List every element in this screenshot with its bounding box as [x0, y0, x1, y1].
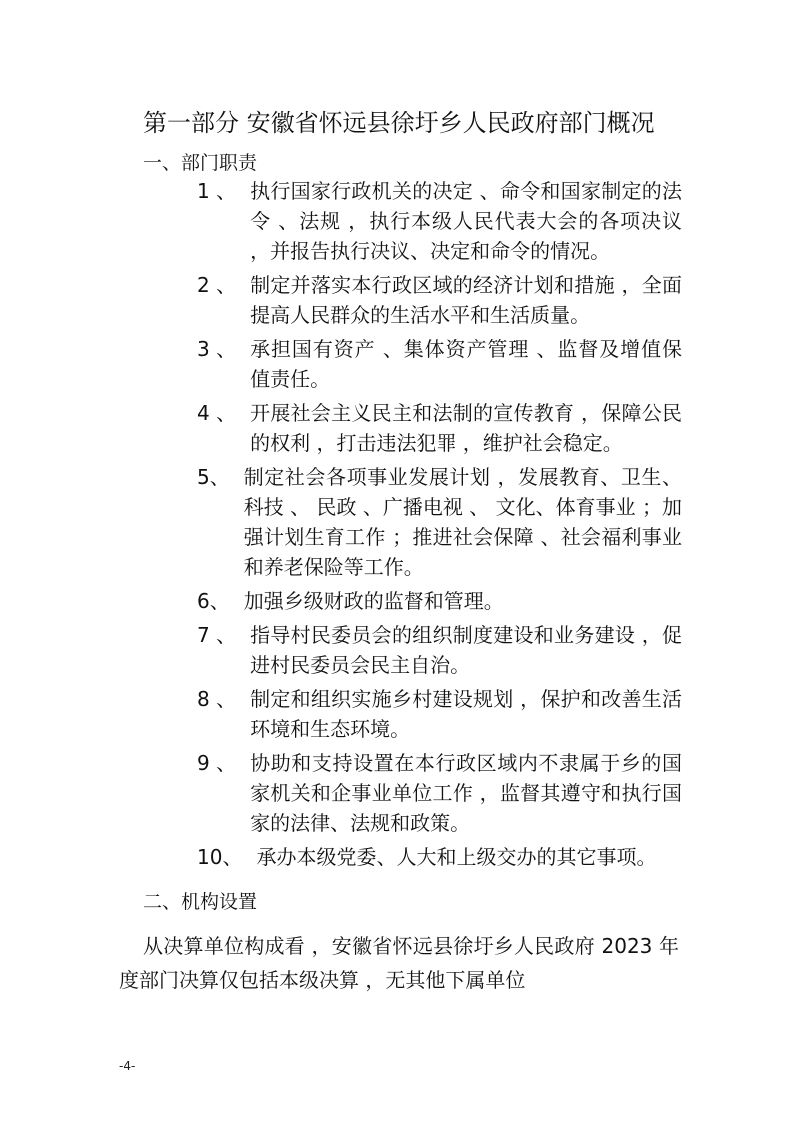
item-number: 1 、: [197, 179, 237, 203]
list-item: [197, 842, 682, 872]
list-item: [197, 398, 682, 458]
item-text: 承办本级党委、人大和上级交办的其它事项。: [256, 845, 657, 869]
item-number: 4 、: [197, 401, 237, 425]
item-number: 2 、: [197, 273, 237, 297]
item-text: 协助和支持设置在本行政区域内不隶属于乡的国家机关和企事业单位工作 ，监督其遵守和执行国家的法律、法规和政策。: [250, 751, 682, 835]
list-item: [197, 620, 682, 680]
item-number: 10、: [197, 845, 243, 869]
item-number: 7 、: [197, 623, 237, 647]
list-item: [197, 334, 682, 394]
page-title: 第一部分 安徽省怀远县徐圩乡人民政府部门概况: [143, 109, 655, 137]
duties-list: [197, 176, 682, 876]
section-heading-structure: 二、机构设置: [143, 891, 258, 913]
item-text: 制定并落实本行政区域的经济计划和措施 ，全面提高人民群众的生活水平和生活质量。: [250, 273, 682, 327]
item-text: 加强乡级财政的监督和管理。: [243, 589, 504, 613]
list-item: [197, 748, 682, 838]
item-text: 制定社会各项事业发展计划 ，发展教育、卫生、科技 、 民政 、广播电视 、 文化、体育事业 ；加强计划生育工作 ；推进社会保障 、社会福利事业和养老保险等工作。: [243, 465, 682, 579]
list-item: [197, 270, 682, 330]
page-number: -4-: [119, 1059, 136, 1073]
list-item: [197, 684, 682, 744]
item-text: 制定和组织实施乡村建设规划 ，保护和改善生活环境和生态环境。: [250, 687, 682, 741]
item-text: 指导村民委员会的组织制度建设和业务建设 ，促进村民委员会民主自治。: [250, 623, 682, 677]
item-number: 8 、: [197, 687, 237, 711]
item-number: 6、: [197, 589, 230, 613]
item-text: 执行国家行政机关的决定 、命令和国家制定的法令 、法规 ，执行本级人民代表大会的各项决议 ，并报告执行决议、决定和命令的情况。: [250, 179, 682, 263]
item-number: 9 、: [197, 751, 237, 775]
item-number: 3 、: [197, 337, 237, 361]
list-item: [197, 462, 682, 582]
item-number: 5、: [197, 465, 230, 489]
item-text: 开展社会主义民主和法制的宣传教育 ，保障公民的权利 ，打击违法犯罪 ，维护社会稳定。: [250, 401, 682, 455]
list-item: [197, 176, 682, 266]
item-text: 承担国有资产 、集体资产管理 、监督及增值保值责任。: [250, 337, 682, 391]
structure-paragraph: 从决算单位构成看 ，安徽省怀远县徐圩乡人民政府 2023 年度部门决算仅包括本级决算 ，无其他下属单位: [119, 934, 679, 992]
section-heading-duties: 一、部门职责: [143, 152, 258, 174]
list-item: [197, 586, 682, 616]
